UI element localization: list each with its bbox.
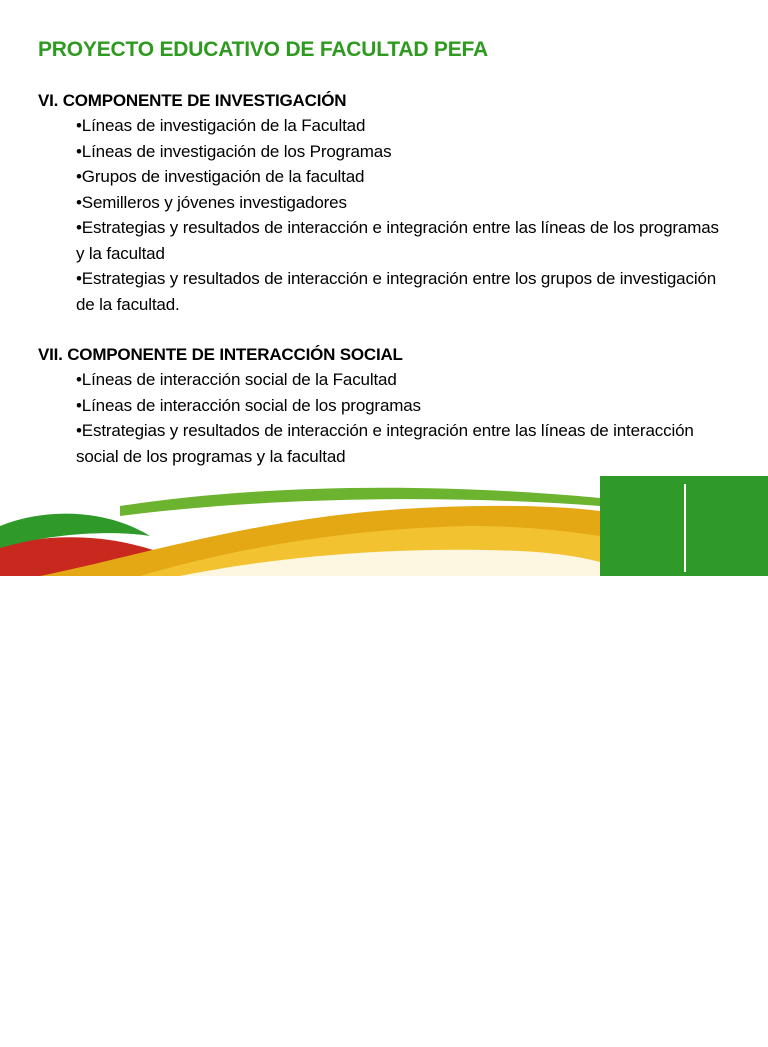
list-item: •Estrategias y resultados de interacción e integración entre las líneas de los programas y la facultad [76,218,719,263]
university-tagline: FUNDADA EN 1904 [616,1042,664,1047]
logo-divider [684,484,686,572]
ai-logo-accreditation: ACREDITADA EN ALTA CALIDAD RESOLUCIÓN No. 10567 - MAYO 23 DE 2017 [693,1029,765,1038]
section-heading: VII. COMPONENTE DE INTERACCIÓN SOCIAL [38,345,403,364]
list-item: •Estrategias y resultados de interacción e integración entre los grupos de investigación de la facultad. [76,269,717,314]
slide-title: PROYECTO EDUCATIVO DE FACULTAD PEFA [38,38,488,61]
list-item: •Semilleros y jóvenes investigadores [76,192,347,212]
bullet-list [38,113,728,317]
list-item: •Grupos de investigación de la facultad [76,167,365,186]
section-interaccion-social [38,342,728,469]
university-name: Universidad de Nariño [605,1034,675,1041]
section-investigacion [38,88,728,317]
university-seal-icon [617,994,657,1034]
slide-content [38,88,728,469]
bullet-list [38,367,728,469]
list-item: •Líneas de interacción social de los programas [76,395,421,415]
list-item: •Estrategias y resultados de interacción e integración entre las líneas de interacción social de los programas y la facultad [76,421,694,466]
footer-decoration [0,476,768,1047]
list-item: •Líneas de interacción social de la Facultad [76,370,397,389]
ai-logo-university: Universidad de Nariño [702,1021,756,1027]
ai-logo: ai [718,982,744,1022]
footer-bands [0,476,768,576]
list-item: •Líneas de investigación de la Facultad [76,116,366,135]
section-heading: VI. COMPONENTE DE INVESTIGACIÓN [38,91,347,110]
list-item: •Líneas de investigación de los Programas [76,141,392,161]
